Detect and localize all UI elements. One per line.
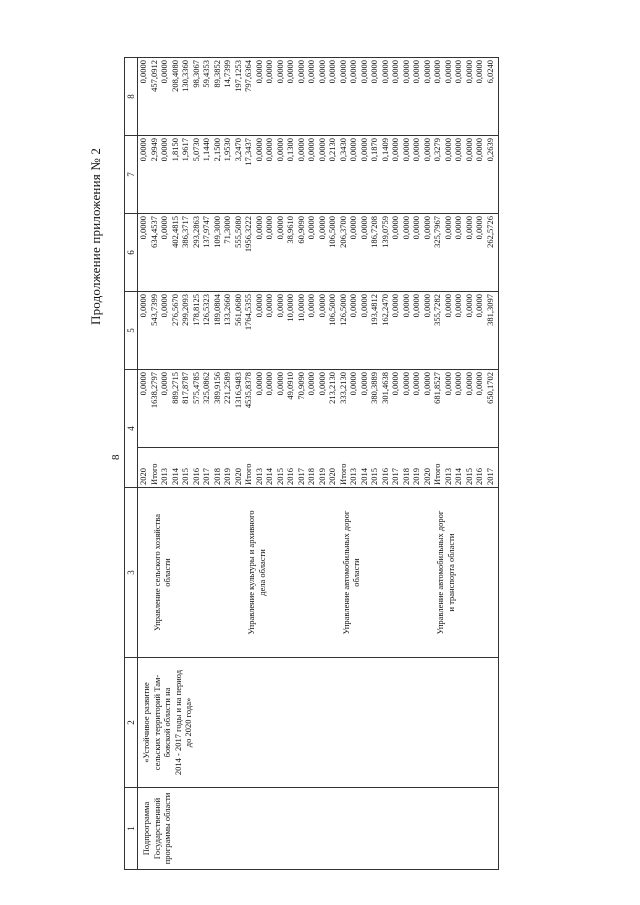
year-value: Итого xyxy=(243,463,253,485)
amount-value: 0,0000 xyxy=(253,294,264,318)
amount-value: 0,0000 xyxy=(295,138,306,162)
amount-value: 0,0000 xyxy=(138,372,148,396)
spacer xyxy=(425,490,436,655)
year-value: 2015 xyxy=(274,468,285,485)
amount-value: 0,0000 xyxy=(264,216,274,240)
amount-value: 0,0000 xyxy=(421,138,432,162)
value-cell-col7 xyxy=(138,136,499,214)
amount-value: 71,3000 xyxy=(222,216,232,244)
amount-value: 126,5000 xyxy=(337,294,348,326)
program-label-line: Государственной xyxy=(151,797,162,860)
amount-value: 650,1702 xyxy=(484,372,495,404)
amount-value: 0,0000 xyxy=(474,60,484,84)
amount-value: 0,0000 xyxy=(453,60,463,84)
spacer xyxy=(204,490,215,655)
amount-value: 106,5000 xyxy=(327,216,337,248)
year-value: 2017 xyxy=(201,468,211,485)
year-value: Итого xyxy=(432,463,442,485)
amount-value: 0,0000 xyxy=(358,60,369,84)
amount-value: 0,0000 xyxy=(348,216,358,240)
amount-value: 10,0000 xyxy=(295,294,306,322)
amount-value: 1638,2797 xyxy=(148,372,159,409)
year-value: 2016 xyxy=(474,468,484,485)
amount-value: 213,2130 xyxy=(327,372,337,404)
amount-value: 0,0000 xyxy=(253,372,264,396)
amount-value: 276,5670 xyxy=(169,294,180,326)
spacer xyxy=(173,490,184,655)
amount-value: 0,0000 xyxy=(253,216,264,240)
amount-value: 49,0910 xyxy=(285,372,295,400)
year-value: 2019 xyxy=(411,468,421,485)
spacer xyxy=(362,490,373,655)
amount-value: 0,0000 xyxy=(390,294,400,318)
amount-value: 2,1500 xyxy=(211,138,222,162)
amount-value: 0,0000 xyxy=(138,60,148,84)
year-value: 2015 xyxy=(463,468,474,485)
amount-value: 634,4537 xyxy=(148,216,159,248)
amount-value: 0,0000 xyxy=(390,60,400,84)
year-value: 2016 xyxy=(285,468,295,485)
amount-value: 0,2130 xyxy=(327,138,337,162)
amount-value: 0,0000 xyxy=(390,372,400,396)
column-header-8: 8 xyxy=(125,58,138,136)
amount-value: 0,0000 xyxy=(348,138,358,162)
amount-value: 6,0240 xyxy=(484,60,495,84)
year-value: 2020 xyxy=(138,468,148,485)
amount-value: 0,0000 xyxy=(474,372,484,396)
amount-value: 0,0000 xyxy=(411,294,421,318)
executor-cell xyxy=(138,488,499,658)
table-header-row xyxy=(125,58,138,870)
year-value: 2016 xyxy=(190,468,201,485)
amount-value: 139,0759 xyxy=(379,216,390,248)
spacer xyxy=(194,490,205,655)
amount-value: 0,0000 xyxy=(421,294,432,318)
amount-value: 0,0000 xyxy=(316,294,327,318)
amount-value: 0,0000 xyxy=(463,138,474,162)
executor-name-line: дела области xyxy=(256,549,267,596)
amount-value: 0,0000 xyxy=(474,216,484,240)
year-cell xyxy=(138,448,499,488)
amount-value: 133,2660 xyxy=(222,294,232,326)
amount-value: 0,0000 xyxy=(159,216,169,240)
program-label-line: программы области xyxy=(162,792,172,865)
year-value: 2014 xyxy=(453,468,463,485)
amount-value: 0,0000 xyxy=(138,294,148,318)
amount-value: 0,0000 xyxy=(390,216,400,240)
amount-value: 457,0912 xyxy=(148,60,159,92)
amount-value: 0,0000 xyxy=(411,216,421,240)
amount-value: 193,4812 xyxy=(369,294,379,326)
amount-value: 208,4080 xyxy=(169,60,180,92)
amount-value: 0,0000 xyxy=(274,372,285,396)
column-header-6: 6 xyxy=(125,214,138,292)
budget-table xyxy=(124,57,499,870)
executor-name-line: Управление автомобильных дорог xyxy=(340,510,351,635)
year-value: 2014 xyxy=(358,468,369,485)
amount-value: 817,8787 xyxy=(180,372,190,404)
amount-value: 0,0000 xyxy=(453,138,463,162)
spacer xyxy=(393,490,404,655)
amount-value: 0,0000 xyxy=(306,294,316,318)
value-cell-col4 xyxy=(138,370,499,448)
amount-value: 0,0000 xyxy=(442,372,453,396)
program-name-line: «Устойчивое развитие xyxy=(141,682,151,763)
program-label-line: Подпрограмма xyxy=(141,801,151,856)
spacer xyxy=(309,490,320,655)
program-name-line: бовской области на xyxy=(162,687,172,758)
amount-value: 681,8527 xyxy=(432,372,442,404)
year-value: 2020 xyxy=(421,468,432,485)
program-name-line: до 2020 года» xyxy=(183,697,193,748)
spacer xyxy=(372,490,383,655)
amount-value: 325,0862 xyxy=(201,372,211,404)
spacer xyxy=(236,490,247,655)
amount-value: 89,3852 xyxy=(211,60,222,88)
amount-value: 197,1253 xyxy=(232,60,243,92)
year-value: 2013 xyxy=(159,468,169,485)
spacer xyxy=(477,490,488,655)
amount-value: 0,0000 xyxy=(337,60,348,84)
amount-value: 0,0000 xyxy=(442,138,453,162)
spacer xyxy=(267,490,278,655)
amount-value: 0,0000 xyxy=(348,294,358,318)
spacer xyxy=(383,490,394,655)
amount-value: 4535,8378 xyxy=(243,372,253,409)
executor-name-line: области xyxy=(162,558,172,587)
year-value: Итого xyxy=(337,463,348,485)
year-value: 2015 xyxy=(180,468,190,485)
amount-value: 178,8125 xyxy=(190,294,201,326)
amount-value: 1,9530 xyxy=(222,138,232,162)
amount-value: 0,3430 xyxy=(337,138,348,162)
spacer xyxy=(215,490,226,655)
amount-value: 0,0000 xyxy=(463,372,474,396)
amount-value: 0,0000 xyxy=(400,372,411,396)
amount-value: 2,9949 xyxy=(148,138,159,162)
amount-value: 0,0000 xyxy=(274,138,285,162)
executor-name-line: Управление сельского хозяйства xyxy=(151,513,162,632)
spacer xyxy=(414,490,425,655)
amount-value: 0,0000 xyxy=(306,216,316,240)
amount-value: 889,2715 xyxy=(169,372,180,404)
amount-value: 1,8150 xyxy=(169,138,180,162)
amount-value: 0,0000 xyxy=(453,372,463,396)
column-header-7: 7 xyxy=(125,136,138,214)
year-value: 2015 xyxy=(369,468,379,485)
amount-value: 0,0000 xyxy=(474,138,484,162)
appendix-title: Продолжение приложения № 2 xyxy=(88,147,103,325)
year-value: 2017 xyxy=(484,468,495,485)
amount-value: 0,3279 xyxy=(432,138,442,162)
amount-value: 0,2639 xyxy=(484,138,495,162)
amount-value: 0,0000 xyxy=(159,60,169,84)
amount-value: 1764,5355 xyxy=(243,294,253,331)
amount-value: 0,1409 xyxy=(379,138,390,162)
program-name-line: сельских территорий Там- xyxy=(151,674,162,771)
amount-value: 38,9610 xyxy=(285,216,295,244)
amount-value: 130,3360 xyxy=(180,60,190,92)
amount-value: 14,7399 xyxy=(222,60,232,88)
amount-value: 0,0000 xyxy=(138,216,148,240)
amount-value: 0,0000 xyxy=(411,138,421,162)
executor-name-line: и транспорта области xyxy=(445,533,456,612)
column-header-3: 3 xyxy=(125,488,138,658)
table-body xyxy=(138,58,499,870)
year-value: 2013 xyxy=(253,468,264,485)
amount-value: 0,0000 xyxy=(159,138,169,162)
spacer xyxy=(456,490,467,655)
amount-value: 0,1870 xyxy=(369,138,379,162)
amount-value: 402,4815 xyxy=(169,216,180,248)
year-value: 2017 xyxy=(295,468,306,485)
executor-name-line: Управление автомобильных дорог xyxy=(435,510,445,635)
year-value: 2018 xyxy=(400,468,411,485)
program-name-cell xyxy=(138,658,499,788)
amount-value: 1,9617 xyxy=(180,138,190,162)
year-value: 2019 xyxy=(222,468,232,485)
amount-value: 70,9090 xyxy=(295,372,306,400)
executor-name-line: области xyxy=(351,558,361,587)
year-value: 2013 xyxy=(442,468,453,485)
amount-value: 0,0000 xyxy=(379,60,390,84)
amount-value: 0,0000 xyxy=(390,138,400,162)
amount-value: 0,0000 xyxy=(295,60,306,84)
amount-value: 0,0000 xyxy=(358,294,369,318)
amount-value: 0,0000 xyxy=(264,60,274,84)
amount-value: 221,2589 xyxy=(222,372,232,404)
spacer xyxy=(299,490,310,655)
amount-value: 0,0000 xyxy=(442,294,453,318)
amount-value: 0,0000 xyxy=(306,372,316,396)
amount-value: 299,2093 xyxy=(180,294,190,326)
value-cell-col5 xyxy=(138,292,499,370)
spacer xyxy=(488,490,499,655)
amount-value: 137,9747 xyxy=(201,216,211,248)
amount-value: 0,0000 xyxy=(159,372,169,396)
amount-value: 0,0000 xyxy=(442,60,453,84)
amount-value: 389,9156 xyxy=(211,372,222,404)
amount-value: 109,3000 xyxy=(211,216,222,248)
executor-name-line: Управление культуры и архивного xyxy=(246,510,256,635)
amount-value: 0,0000 xyxy=(316,372,327,396)
amount-value: 0,0000 xyxy=(474,294,484,318)
column-header-1: 1 xyxy=(125,788,138,870)
amount-value: 0,0000 xyxy=(453,294,463,318)
spacer xyxy=(141,490,152,655)
year-value: 2016 xyxy=(379,468,390,485)
amount-value: 126,5323 xyxy=(201,294,211,326)
amount-value: 98,3067 xyxy=(190,60,201,88)
amount-value: 301,4638 xyxy=(379,372,390,404)
amount-value: 186,7208 xyxy=(369,216,379,248)
amount-value: 162,2470 xyxy=(379,294,390,326)
amount-value: 0,0000 xyxy=(285,60,295,84)
page-number: 8 xyxy=(110,454,122,460)
table-row xyxy=(138,58,499,870)
amount-value: 189,0804 xyxy=(211,294,222,326)
program-label-cell xyxy=(138,788,499,870)
amount-value: 0,0000 xyxy=(463,216,474,240)
amount-value: 10,0000 xyxy=(285,294,295,322)
amount-value: 17,3437 xyxy=(243,138,253,166)
amount-value: 575,4785 xyxy=(190,372,201,404)
amount-value: 0,0000 xyxy=(138,138,148,162)
column-header-5: 5 xyxy=(125,292,138,370)
amount-value: 381,3097 xyxy=(484,294,495,326)
amount-value: 543,7399 xyxy=(148,294,159,326)
year-value: 2020 xyxy=(327,468,337,485)
amount-value: 0,0000 xyxy=(316,216,327,240)
amount-value: 1,1440 xyxy=(201,138,211,162)
amount-value: 0,0000 xyxy=(358,372,369,396)
amount-value: 0,0000 xyxy=(253,60,264,84)
year-value: 2020 xyxy=(232,468,243,485)
amount-value: 0,0000 xyxy=(358,216,369,240)
amount-value: 0,0000 xyxy=(253,138,264,162)
spacer xyxy=(278,490,289,655)
amount-value: 355,7282 xyxy=(432,294,442,326)
amount-value: 0,0000 xyxy=(463,294,474,318)
amount-value: 106,5000 xyxy=(327,294,337,326)
amount-value: 0,0000 xyxy=(316,60,327,84)
column-header-2: 2 xyxy=(125,658,138,788)
amount-value: 0,0000 xyxy=(400,138,411,162)
year-value: 2014 xyxy=(169,468,180,485)
amount-value: 0,0000 xyxy=(400,60,411,84)
amount-value: 0,0000 xyxy=(421,372,432,396)
amount-value: 0,0000 xyxy=(421,60,432,84)
amount-value: 0,0000 xyxy=(348,372,358,396)
amount-value: 0,0000 xyxy=(411,372,421,396)
spacer xyxy=(467,490,478,655)
amount-value: 0,0000 xyxy=(463,60,474,84)
amount-value: 325,7967 xyxy=(432,216,442,248)
amount-value: 0,0000 xyxy=(400,294,411,318)
amount-value: 1956,3222 xyxy=(243,216,253,253)
year-value: 2013 xyxy=(348,468,358,485)
amount-value: 0,0000 xyxy=(348,60,358,84)
amount-value: 0,0000 xyxy=(264,138,274,162)
amount-value: 206,3700 xyxy=(337,216,348,248)
amount-value: 0,0000 xyxy=(274,294,285,318)
amount-value: 797,6364 xyxy=(243,60,253,92)
amount-value: 0,0000 xyxy=(264,294,274,318)
amount-value: 59,4353 xyxy=(201,60,211,88)
spacer xyxy=(288,490,299,655)
spacer xyxy=(320,490,331,655)
amount-value: 0,0000 xyxy=(274,60,285,84)
amount-value: 60,9090 xyxy=(295,216,306,244)
amount-value: 262,5726 xyxy=(484,216,495,248)
amount-value: 0,0000 xyxy=(306,60,316,84)
spacer xyxy=(225,490,236,655)
amount-value: 0,0000 xyxy=(274,216,285,240)
amount-value: 386,3717 xyxy=(180,216,190,248)
amount-value: 0,0000 xyxy=(369,60,379,84)
spacer xyxy=(183,490,194,655)
amount-value: 380,3889 xyxy=(369,372,379,404)
year-value: 2018 xyxy=(306,468,316,485)
amount-value: 0,0000 xyxy=(159,294,169,318)
amount-value: 0,0000 xyxy=(264,372,274,396)
value-cell-col8 xyxy=(138,58,499,136)
amount-value: 0,0000 xyxy=(411,60,421,84)
amount-value: 561,0680 xyxy=(232,294,243,326)
amount-value: 0,0000 xyxy=(400,216,411,240)
spacer xyxy=(330,490,341,655)
value-cell-col6 xyxy=(138,214,499,292)
amount-value: 5,0730 xyxy=(190,138,201,162)
amount-value: 1316,9483 xyxy=(232,372,243,409)
amount-value: 0,0000 xyxy=(306,138,316,162)
program-name-line: 2014 - 2017 годы и на период xyxy=(172,669,183,776)
year-value: 2018 xyxy=(211,468,222,485)
amount-value: 293,2863 xyxy=(190,216,201,248)
year-value: Итого xyxy=(148,463,159,485)
year-value: 2017 xyxy=(390,468,400,485)
amount-value: 3,2470 xyxy=(232,138,243,162)
amount-value: 0,0000 xyxy=(327,60,337,84)
amount-value: 0,0000 xyxy=(358,138,369,162)
amount-value: 0,0000 xyxy=(442,216,453,240)
amount-value: 333,2130 xyxy=(337,372,348,404)
year-value: 2014 xyxy=(264,468,274,485)
amount-value: 0,0000 xyxy=(432,60,442,84)
amount-value: 0,1300 xyxy=(285,138,295,162)
column-header-4: 4 xyxy=(125,370,138,488)
amount-value: 0,0000 xyxy=(421,216,432,240)
year-value: 2019 xyxy=(316,468,327,485)
spacer xyxy=(404,490,415,655)
amount-value: 555,5080 xyxy=(232,216,243,248)
amount-value: 0,0000 xyxy=(453,216,463,240)
amount-value: 0,0000 xyxy=(316,138,327,162)
